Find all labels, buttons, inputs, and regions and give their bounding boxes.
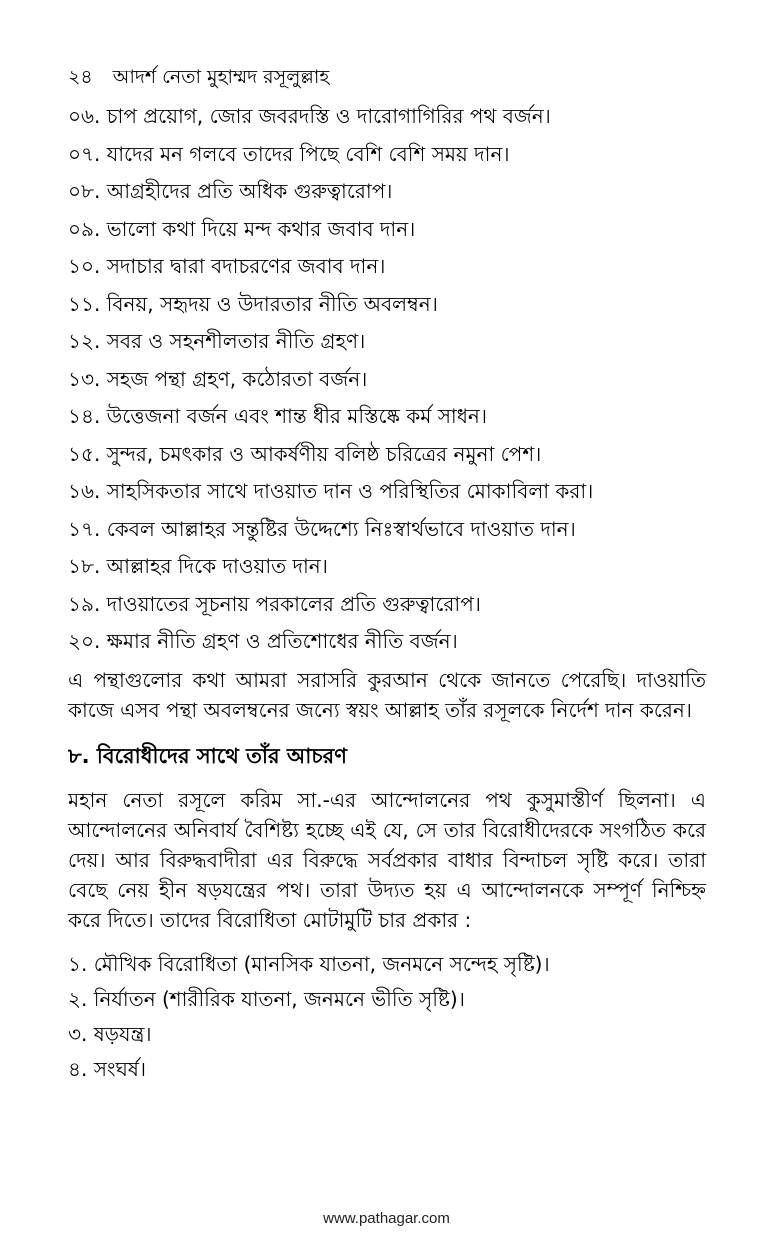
list-item: ১১. বিনয়, সহৃদয় ও উদারতার নীতি অবলম্বন। xyxy=(68,291,438,316)
list-item: ০৯. ভালো কথা দিয়ে মন্দ কথার জবাব দান। xyxy=(68,216,416,241)
list-item: ১৪. উত্তেজনা বর্জন এবং শান্ত ধীর মস্তিষ্কে কর্ম সাধন। xyxy=(68,404,488,428)
book-title: আদর্শ নেতা মুহাম্মদ রসূলুল্লাহ xyxy=(112,66,330,88)
opposition-list xyxy=(68,947,706,1087)
list-item: ১. মৌখিক বিরোধিতা (মানসিক যাতনা, জনমনে সন্দেহ সৃষ্টি)। xyxy=(68,951,550,976)
website-footer: www.pathagar.com xyxy=(323,1210,450,1227)
list-item: ১৭. কেবল আল্লাহর সন্তুষ্টির উদ্দেশ্যে নিঃস্বার্থভাবে দাওয়াত দান। xyxy=(68,516,576,541)
list-item: ২০. ক্ষমার নীতি গ্রহণ ও প্রতিশোধের নীতি বর্জন। xyxy=(68,629,458,653)
list-item: ৩. ষড়যন্ত্র। xyxy=(68,1021,152,1046)
book-page xyxy=(68,62,706,1087)
list-item: ১২. সবর ও সহনশীলতার নীতি গ্রহণ। xyxy=(68,329,366,353)
section-heading: ৮. বিরোধীদের সাথে তাঁর আচরণ xyxy=(68,743,347,768)
body-paragraph: মহান নেতা রসূলে করিম সা.-এর আন্দোলনের পথ কুসুমাস্তীর্ণ ছিলনা। এ আন্দোলনের অনিবার্য বৈশিষ্ট্য হচ্ছে এই যে, সে তার বিরোধীদেরকে সংগঠিত করে দেয়। আর বিরুদ্ধবাদীরা এর বিরুদ্ধে সর্বপ্রকার বাধার বিন্দাচল সৃষ্টি করে। তারা বেছে নেয় হীন ষড়যন্ত্রের পথ। তারা উদ্যত হয় এ আন্দোলনকে সম্পূর্ণ নিশ্চিহ্ন করে দিতে। তাদের বিরোধিতা মোটামুটি চার প্রকার : xyxy=(68,787,706,932)
list-item: ১৯. দাওয়াতের সূচনায় পরকালের প্রতি গুরুত্বারোপ। xyxy=(68,591,481,616)
list-item: ৪. সংঘর্ষ। xyxy=(68,1056,147,1081)
list-item: ১৫. সুন্দর, চমৎকার ও আকর্ষণীয় বলিষ্ঠ চরিত্রের নমুনা পেশ। xyxy=(68,441,542,466)
running-header xyxy=(68,62,706,98)
list-item: ১৬. সাহসিকতার সাথে দাওয়াত দান ও পরিস্থিতির মোকাবিলা করা। xyxy=(68,479,594,503)
method-list xyxy=(68,98,706,661)
list-item: ০৮. আগ্রহীদের প্রতি অধিক গুরুত্বারোপ। xyxy=(68,179,393,203)
body-paragraph: এ পন্থাগুলোর কথা আমরা সরাসরি কুরআন থেকে জানতে পেরেছি। দাওয়াতি কাজে এসব পন্থা অবলম্বনের জন্যে স্বয়ং আল্লাহ তাঁর রসূলকে নির্দেশ দান করেন। xyxy=(68,667,706,722)
page-number: ২৪ xyxy=(68,66,93,88)
list-item: ১০. সদাচার দ্বারা বদাচরণের জবাব দান। xyxy=(68,254,386,278)
list-item: ০৬. চাপ প্রয়োগ, জোর জবরদস্তি ও দারোগাগিরির পথ বর্জন। xyxy=(68,104,551,128)
list-item: ২. নির্যাতন (শারীরিক যাতনা, জনমনে ভীতি সৃষ্টি)। xyxy=(68,986,465,1011)
list-item: ০৭. যাদের মন গলবে তাদের পিছে বেশি বেশি সময় দান। xyxy=(68,141,510,166)
list-item: ১৮. আল্লাহর দিকে দাওয়াত দান। xyxy=(68,554,328,578)
list-item: ১৩. সহজ পন্থা গ্রহণ, কঠোরতা বর্জন। xyxy=(68,366,368,391)
